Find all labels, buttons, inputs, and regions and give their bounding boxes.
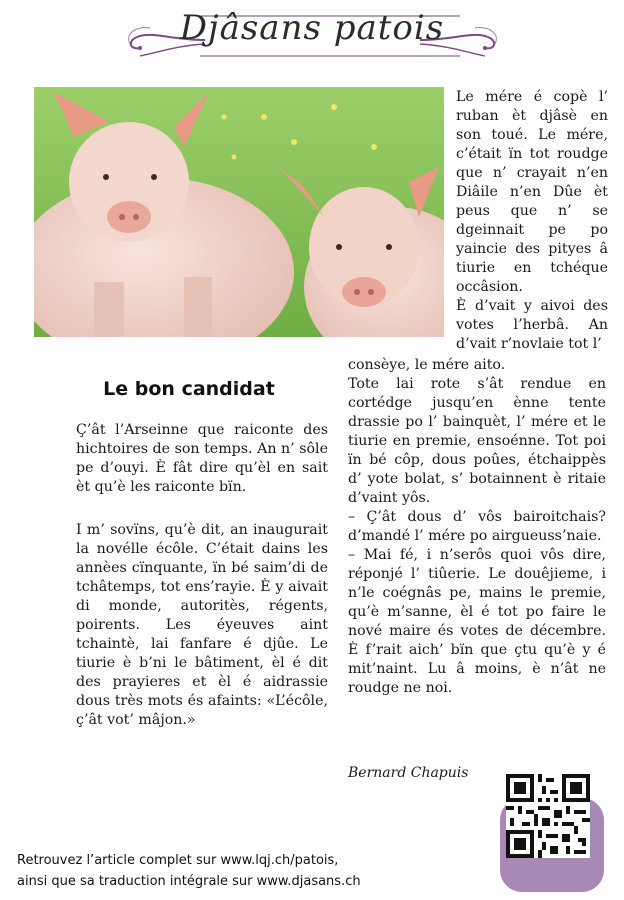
article-column-right: [348, 356, 606, 698]
masthead-title: Djâsans patois: [179, 8, 445, 48]
paragraph: Tote lai rote s’ât rendue en cortédge jusqu’en ènne tente drassie po l’ bainquèt, l’ mére et le tiurie en premie, ensoénne. Tot poi ïn bé côp, dous poûes, étchaippès d’ yote bolat, s’ botainnent è ritaie d’vaint yôs.: [348, 376, 606, 506]
pigs-photo: [34, 87, 444, 337]
footer-note: [17, 850, 361, 892]
paragraph: Le mére é copè l’ ruban èt djâsè en son toué. Le mére, c’était ïn tot roudge que n’ crayait n’en Diâile n’en Dûe èt peus que n’ se dgeinnait pe po yaincie des pityes â tiurie en tchéque occâsion.: [456, 89, 608, 295]
paragraph: – Mai fé, i n’serôs quoi vôs dire, réponjé l’ tiûerie. Le douêjieme, i n’le coégnâs pe, mains le premie, qu’è m’sanne, èl é tot po faire le nové maire és votes de décembre. È f’rait aich’ bïn que çtu qu’è y é mit’naint. Lu â moins, è n’ât ne roudge ne noi.: [348, 547, 606, 696]
masthead: [0, 0, 624, 70]
paragraph: – Ç’ât dous d’ vôs bairoitchais? d’mandé l’ mére po airgueuss’naie.: [348, 509, 606, 544]
paragraph: È d’vait y aivoi des votes l’herbâ. An d’vait r’novlaie tot l’: [456, 298, 608, 352]
paragraph: Ç’ât l’Arseinne que raiconte des hichtoires de son temps. An n’ sôle pe d’ouyi. È fât dire qu’èl en sait èt qu’è les raiconte bïn.: [76, 422, 328, 495]
article-column-left-body: [76, 521, 328, 730]
paragraph: consèye, le mére aito.: [348, 357, 506, 373]
article-column-left-intro: [76, 421, 328, 497]
article-column-right-top: [456, 88, 608, 354]
footer-line-translation-link[interactable]: ainsi que sa traduction intégrale sur www.djasans.ch: [17, 874, 361, 889]
footer-line-article-link[interactable]: Retrouvez l’article complet sur www.lqj.ch/patois,: [17, 853, 339, 868]
paragraph: I m’ sovïns, qu’è dit, an inaugurait la novélle écôle. C’était dains les annèes cïnquante, ïn bé saim’di de tchâtemps, tot ens’rayie. È y aivait di monde, autoritès, régents, poirents. Les éyeuves aint tchaintè, lai fanfare é djûe. Le tiurie è b’ni le bâtiment, èl é dit des prayieres et èl é aidrassie dous très mots és afaints: «L’écôle, ç’ât vot’ mâjon.»: [76, 522, 328, 728]
qr-code-icon[interactable]: [506, 774, 590, 858]
author-signature: Bernard Chapuis: [348, 765, 469, 781]
article-heading: Le bon candidat: [103, 378, 275, 400]
